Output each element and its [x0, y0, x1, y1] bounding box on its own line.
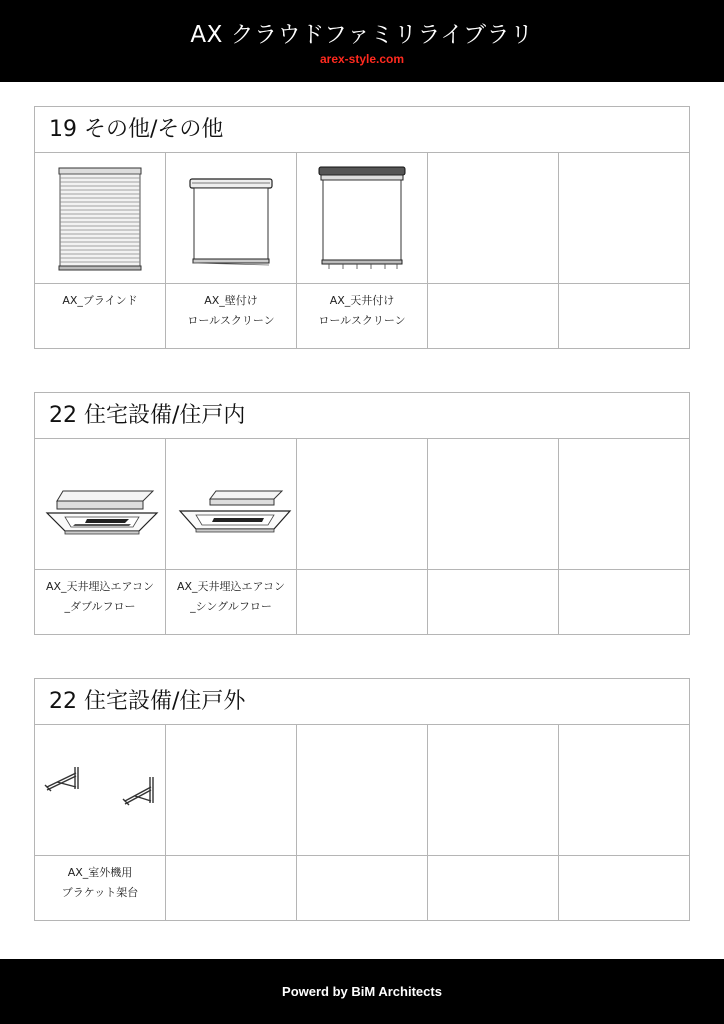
section-title: 19 その他/その他 [35, 107, 689, 153]
family-caption [166, 291, 296, 331]
section-title: 22 住宅設備/住戸内 [35, 393, 689, 439]
family-name-sub: ロールスクリーン [318, 314, 406, 327]
empty-card [297, 725, 428, 920]
footer-credit: Powerd by BiM Architects [282, 984, 442, 999]
section-title: 22 住宅設備/住戸外 [35, 679, 689, 725]
family-grid [35, 439, 689, 634]
family-name-sub: ロールスクリーン [187, 314, 275, 327]
single-flow-ac-icon [166, 439, 296, 570]
family-caption [35, 577, 165, 617]
empty-card [297, 439, 428, 634]
family-grid [35, 725, 689, 920]
double-flow-ac-icon [35, 439, 165, 570]
family-card[interactable] [35, 439, 166, 634]
empty-card [428, 439, 559, 634]
category-section-outdoor-equipment [34, 678, 690, 921]
family-caption [297, 291, 427, 331]
family-caption [35, 291, 165, 311]
family-name: AX_壁付け [204, 294, 258, 307]
family-caption [35, 863, 165, 903]
empty-card [559, 439, 690, 634]
wall-roll-screen-icon [166, 153, 296, 284]
family-name: AX_室外機用 [67, 866, 133, 879]
family-name: AX_天井埋込エアコン [176, 580, 285, 593]
family-name: AX_天井付け [329, 294, 395, 307]
page-header [0, 0, 724, 82]
empty-card [428, 153, 559, 348]
site-url[interactable]: arex-style.com [319, 52, 405, 66]
family-name-sub: ブラケット架台 [61, 886, 139, 899]
family-name-sub: _ダブルフロー [64, 600, 136, 613]
page-footer [0, 959, 724, 1024]
family-name: AX_天井埋込エアコン [45, 580, 154, 593]
family-caption [166, 577, 296, 617]
venetian-blind-icon [35, 153, 165, 284]
page-title: AX クラウドファミリライブラリ [190, 22, 534, 48]
category-section-indoor-equipment [34, 392, 690, 635]
family-name-sub: _シングルフロー [190, 600, 272, 613]
family-card[interactable] [35, 153, 166, 348]
family-card[interactable] [166, 439, 297, 634]
outdoor-unit-bracket-icon [35, 725, 165, 856]
family-card[interactable] [297, 153, 428, 348]
family-card[interactable] [35, 725, 166, 920]
empty-card [428, 725, 559, 920]
family-grid [35, 153, 689, 348]
empty-card [166, 725, 297, 920]
ceiling-roll-screen-icon [297, 153, 427, 284]
family-card[interactable] [166, 153, 297, 348]
empty-card [559, 153, 690, 348]
category-section-other [34, 106, 690, 349]
family-name: AX_ブラインド [62, 294, 138, 307]
empty-card [559, 725, 690, 920]
